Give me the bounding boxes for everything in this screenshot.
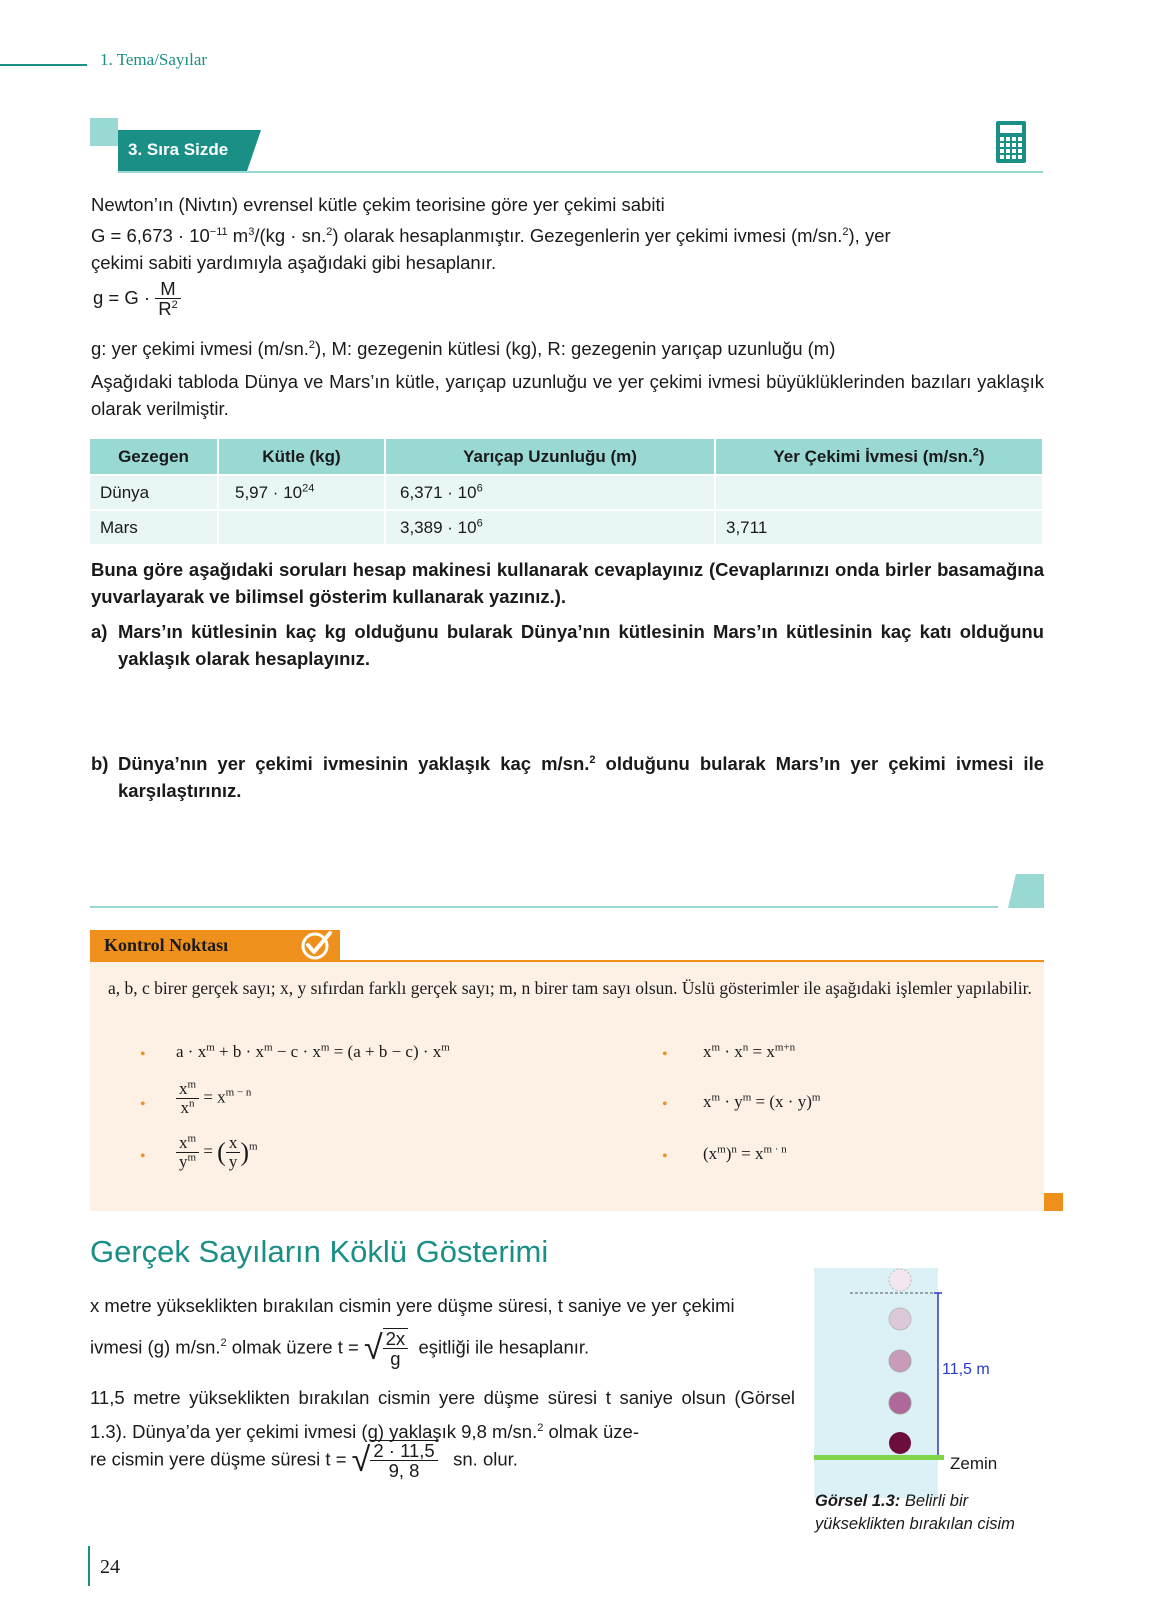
column-header: Kütle (kg) — [219, 439, 384, 474]
bullet: • — [662, 1046, 668, 1063]
planet-mass: $5,97 \cdot 10^{24}$ — [219, 476, 384, 509]
intro-line-1: Newton’ın (Nivtın) evrensel kütle çekim teorisine göre yer çekimi sabiti — [91, 194, 665, 215]
planet-radius: $3,389 \cdot 10^6$ — [386, 511, 714, 544]
calculator-icon — [995, 120, 1027, 169]
section2-p4: re cismin yere düşme süresi t = √ $\frac{2 \cdot 11,5}{9, 8}$ sn. olur. — [90, 1440, 518, 1482]
rule-quotient: $\frac{x^m}{x^n}$ = $x^{m - n}$ — [176, 1080, 251, 1117]
question-b-label: b) — [91, 753, 109, 774]
question-b-text: Dünya’nın yer çekimi ivmesinin yaklaşık kaç m/sn.$^2$ olduğunu bularak Mars’ın yer çekimi ivmesi ile karşılaştırınız. — [118, 753, 1044, 801]
planet-radius: $6,371 \cdot 10^6$ — [386, 476, 714, 509]
height-label: 11,5 m — [942, 1361, 990, 1378]
bullet: • — [140, 1096, 146, 1113]
ball-position — [889, 1269, 911, 1291]
section2-p3: 11,5 metre yükseklikten bırakılan cismin yere düşme süresi t saniye olsun (Görsel 1.3). Dünya’da yer çekimi ivmesi (g) yaklaşık 9,8 m/sn.$^2$ olmak üze- — [90, 1387, 795, 1442]
column-header: Yarıçap Uzunluğu (m) — [386, 439, 714, 474]
section2-p1: x metre yükseklikten bırakılan cismin yere düşme süresi, t saniye ve yer çekimi — [90, 1295, 735, 1316]
section-end-corner — [1008, 874, 1044, 908]
planet-name: Dünya — [90, 476, 217, 509]
planet-table — [88, 437, 1044, 546]
intro-paragraph-2: Aşağıdaki tabloda Dünya ve Mars’ın kütle, yarıçap uzunluğu ve yer çekimi ivmesi büyüklüklerinden bazıları yaklaşık olarak verilmiştir. — [91, 371, 1044, 419]
question-a-text: Mars’ın kütlesinin kaç kg olduğunu bularak Dünya’nın kütlesinin Mars’ın kütlesinin kaç katı olduğunu yaklaşık olarak hesaplayınız. — [118, 621, 1044, 669]
breadcrumb: 1. Tema/Sayılar — [100, 50, 208, 69]
planet-name: Mars — [90, 511, 217, 544]
kontrol-title: Kontrol Noktası — [104, 935, 229, 955]
bullet: • — [140, 1046, 146, 1063]
table-header-row — [90, 439, 1042, 474]
page-number: 24 — [100, 1556, 120, 1578]
rule-quotient-power: $\frac{x^m}{y^m}$ = ( $\frac{x}{y}$ )$^m$ — [176, 1134, 258, 1171]
column-header: Gezegen — [90, 439, 217, 474]
ball-position — [889, 1350, 911, 1372]
rule-power-of-power: $(x^m)^n = x^{m \cdot n}$ — [703, 1143, 787, 1163]
kontrol-intro: a, b, c birer gerçek sayı; x, y sıfırdan farklı gerçek sayı; m, n birer tam sayı olsun. Üslü gösterimler ile aşağıdaki işlemler yapılabilir. — [108, 978, 1032, 998]
figure-caption: Görsel 1.3: Belirli bir yükseklikten bırakılan cisim — [815, 1492, 1015, 1533]
kontrol-corner — [1044, 1193, 1063, 1211]
intro-line-3: çekimi sabiti yardımıyla aşağıdaki gibi hesaplanır. — [91, 252, 497, 273]
gravity-formula: g = G · $\frac{M}{R^2}$ — [93, 279, 181, 319]
bullet: • — [662, 1096, 668, 1113]
ground-label: Zemin — [950, 1454, 998, 1473]
header-rule — [0, 64, 87, 66]
ball-position — [889, 1432, 911, 1454]
gravity-constant: $G = 6,673 \cdot 10^{-11}$ $m^3/(kg \cdot sn.^2)$ — [91, 225, 339, 246]
rule-product-power: $x^m \cdot y^m = (x \cdot y)^m$ — [703, 1091, 821, 1111]
rule-distributive: $a \cdot x^m + b \cdot x^m - c \cdot x^m = (a + b - c) \cdot x^m$ — [176, 1041, 450, 1061]
table-row — [90, 476, 1042, 509]
column-header: Yer Çekimi İvmesi (m/sn.$^2$) — [716, 439, 1042, 474]
bullet: • — [662, 1148, 668, 1165]
footer-rule — [88, 1546, 90, 1586]
sqrt-symbol: √ — [351, 1440, 371, 1479]
intro-line-2: $G = 6,673 \cdot 10^{-11}$ $m^3/(kg \cdot sn.^2)$ olarak hesaplanmıştır. Gezegenlerin yer çekimi ivmesi (m/sn.$^2$), yer — [91, 225, 891, 246]
section-end-rule — [90, 906, 998, 908]
section-box-corner — [90, 118, 118, 146]
section-box-title: 3. Sıra Sizde — [128, 140, 229, 159]
formula-legend: g: yer çekimi ivmesi (m/sn.$^2$), M: gezegenin kütlesi (kg), R: gezegenin yarıçap uzunluğu (m) — [91, 338, 836, 359]
question-a-label: a) — [91, 621, 108, 642]
checkmark-icon — [300, 929, 334, 966]
question-instruction: Buna göre aşağıdaki soruları hesap makinesi kullanarak cevaplayınız (Cevaplarınızı onda birler basamağına yuvarlayarak ve bilimsel gösterim kullanarak yazınız.). — [91, 559, 1044, 607]
section2-p2: ivmesi (g) m/sn.$^2$ olmak üzere t = √ $\frac{2x}{g}$ eşitliği ile hesaplanır. — [90, 1328, 590, 1370]
falling-object-drawing — [814, 1268, 954, 1468]
ball-position — [889, 1392, 911, 1414]
planet-gravity: 3,711 — [716, 511, 1042, 544]
rule-product: $x^m \cdot x^n = x^{m+n}$ — [703, 1041, 796, 1061]
planet-gravity — [716, 476, 1042, 509]
sqrt-symbol: √ — [363, 1328, 383, 1367]
planet-mass — [219, 511, 384, 544]
section-title: Gerçek Sayıların Köklü Gösterimi — [90, 1234, 549, 1269]
section-box-rule — [118, 171, 1043, 173]
ball-position — [889, 1308, 911, 1330]
bullet: • — [140, 1148, 146, 1165]
table-row — [90, 511, 1042, 544]
